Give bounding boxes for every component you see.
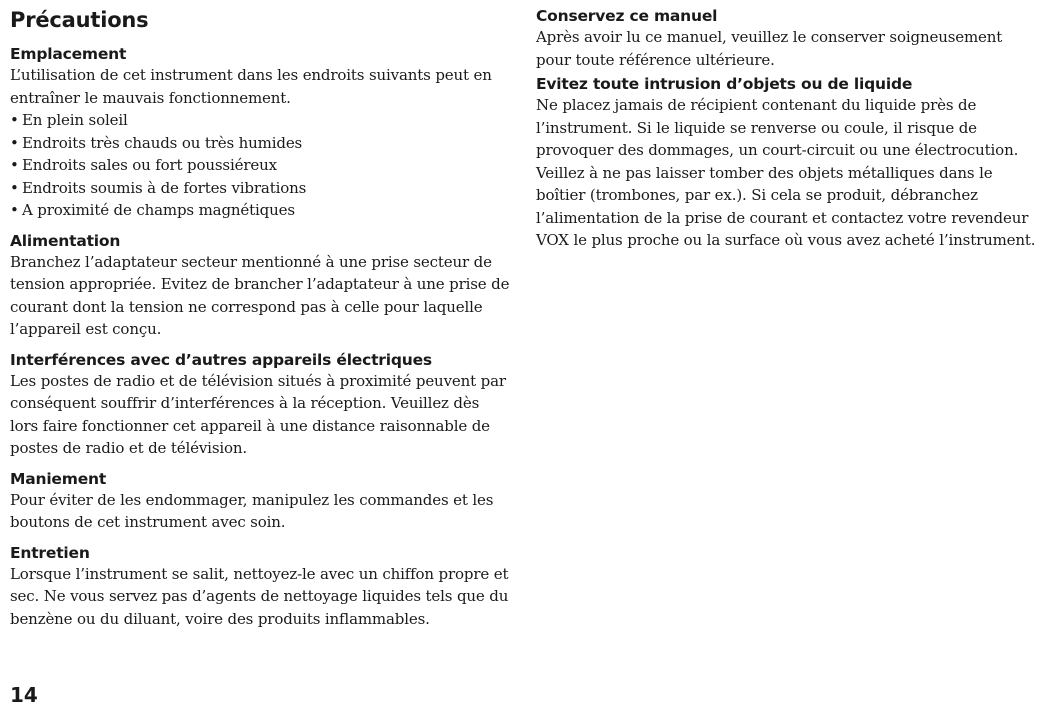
section-heading-alimentation: Alimentation xyxy=(10,231,121,250)
bullet-item xyxy=(10,177,510,200)
section-entretien xyxy=(10,543,510,631)
section-text-conservez: Après avoir lu ce manuel, veuillez le conserver soigneusement pour toute référence ultérieure. xyxy=(536,28,1003,69)
bullet-icon: • xyxy=(10,156,19,174)
section-alimentation xyxy=(10,231,510,341)
section-text-intrusion: Ne placez jamais de récipient contenant du liquide près de l’instrument. Si le liquide se renverse ou coule, il risque de provoquer des dommages, un court-circuit ou une électrocution. Veillez à ne pas laisser tomber des objets métalliques dans le boîtier (trombones, par ex.). Si cela se produit, débranchez l’alimentation de la prise de courant et contactez votre revendeur VOX le plus proche ou la surface où vous avez acheté l’instrument. xyxy=(536,96,1036,249)
section-conservez xyxy=(536,6,1036,71)
bullet-item xyxy=(10,132,510,155)
bullet-text: A proximité de champs magnétiques xyxy=(22,201,295,219)
section-heading-maniement: Maniement xyxy=(10,469,107,488)
section-text-entretien: Lorsque l’instrument se salit, nettoyez-le avec un chiffon propre et sec. Ne vous servez pas d’agents de nettoyage liquides tels que du benzène ou du diluant, voire des produits inflammables. xyxy=(10,564,509,628)
section-heading-conservez: Conservez ce manuel xyxy=(536,7,718,25)
section-heading-interferences: Interférences avec d’autres appareils électriques xyxy=(10,350,432,369)
section-text-alimentation: Branchez l’adaptateur secteur mentionné à une prise secteur de tension appropriée. Evitez de brancher l’adaptateur à une prise de courant dont la tension ne correspond pas à celle pour laquelle l’appareil est conçu. xyxy=(10,252,510,338)
bullet-text: Endroits soumis à de fortes vibrations xyxy=(22,178,307,197)
section-text-interferences: Les postes de radio et de télévision situés à proximité peuvent par conséquent souffrir d’interférences à la réception. Veuillez dès lors faire fonctionner cet appareil à une distance raisonnable de postes de radio et de télévision. xyxy=(10,371,506,457)
section-emplacement xyxy=(10,44,510,222)
right-column xyxy=(536,0,1036,261)
section-interferences xyxy=(10,350,510,460)
bullet-list-emplacement xyxy=(10,109,510,222)
bullet-icon: • xyxy=(10,201,19,219)
bullet-item xyxy=(10,199,510,222)
bullet-icon: • xyxy=(10,111,19,129)
bullet-icon: • xyxy=(10,133,19,152)
page-number: 14 xyxy=(10,683,38,707)
bullet-icon: • xyxy=(10,178,19,197)
section-maniement xyxy=(10,469,510,534)
section-text-emplacement: L’utilisation de cet instrument dans les endroits suivants peut en entraîner le mauvais fonctionnement. xyxy=(10,66,492,107)
bullet-item xyxy=(10,109,510,132)
bullet-text: En plein soleil xyxy=(22,111,128,129)
section-intrusion xyxy=(536,74,1036,252)
bullet-text: Endroits très chauds ou très humides xyxy=(22,133,303,152)
bullet-item xyxy=(10,154,510,177)
section-text-maniement: Pour éviter de les endommager, manipulez les commandes et les boutons de cet instrument avec soin. xyxy=(10,490,494,531)
bullet-text: Endroits sales ou fort poussiéreux xyxy=(22,156,277,174)
section-heading-intrusion: Evitez toute intrusion d’objets ou de liquide xyxy=(536,75,913,93)
page-title: Précautions xyxy=(10,8,149,32)
section-heading-emplacement: Emplacement xyxy=(10,45,127,63)
left-column xyxy=(10,0,510,639)
section-heading-entretien: Entretien xyxy=(10,543,90,562)
